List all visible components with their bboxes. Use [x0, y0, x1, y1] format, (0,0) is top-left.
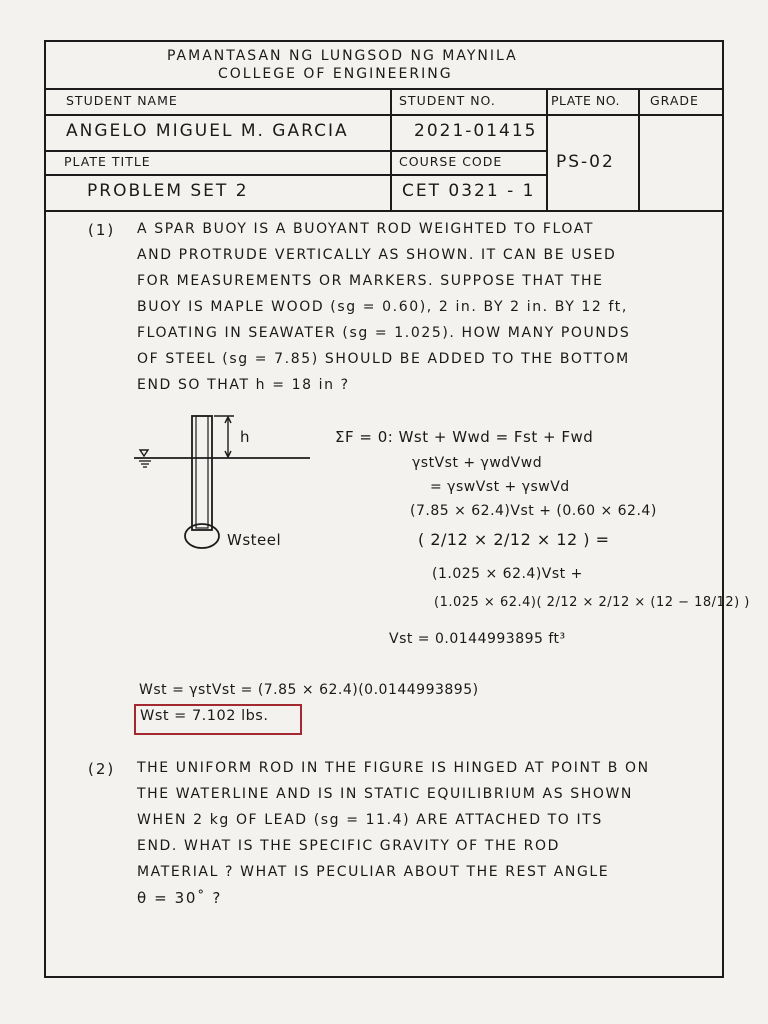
problem-2-text-line: END. WHAT IS THE SPECIFIC GRAVITY OF THE ROD	[137, 838, 560, 854]
solution-line: = γswVst + γswVd	[430, 479, 570, 495]
problem-2-text-line: θ = 30˚ ?	[137, 889, 222, 907]
steel-volume-result: Vst = 0.0144993895 ft³	[389, 631, 566, 647]
problem-1-number: (1)	[88, 221, 116, 239]
problem-2-text-line: THE WATERLINE AND IS IN STATIC EQUILIBRIUM AS SHOWN	[137, 786, 633, 802]
plate-title-value: PROBLEM SET 2	[87, 181, 249, 201]
grade-label: GRADE	[650, 93, 699, 108]
title-block-divider	[44, 174, 546, 176]
student-name-label: STUDENT NAME	[66, 93, 178, 108]
plate-no-value: PS-02	[556, 152, 615, 172]
plate-title-label: PLATE TITLE	[64, 154, 151, 169]
h-label: h	[240, 428, 251, 446]
problem-1-text-line: FOR MEASUREMENTS OR MARKERS. SUPPOSE THAT THE	[137, 273, 604, 289]
answer-text: Wst = 7.102 lbs.	[140, 708, 269, 724]
equilibrium-equation: ΣF = 0: Wst + Wwd = Fst + Fwd	[335, 428, 594, 446]
problem-1-text-line: BUOY IS MAPLE WOOD (sg = 0.60), 2 in. BY 2 in. BY 12 ft,	[137, 299, 628, 315]
title-block-divider	[390, 88, 392, 210]
h-dimension	[214, 416, 234, 457]
solution-line: (1.025 × 62.4)Vst +	[432, 566, 583, 582]
problem-2-number: (2)	[88, 760, 116, 778]
plate-no-label: PLATE NO.	[551, 93, 621, 108]
course-code-value: CET 0321 - 1	[402, 181, 536, 201]
student-name-value: ANGELO MIGUEL M. GARCIA	[66, 121, 349, 141]
problem-1-text-line: A SPAR BUOY IS A BUOYANT ROD WEIGHTED TO FLOAT	[137, 221, 595, 237]
problem-1-text-line: FLOATING IN SEAWATER (sg = 1.025). HOW MANY POUNDS	[137, 325, 631, 341]
college-name: COLLEGE OF ENGINEERING	[218, 66, 453, 82]
student-no-value: 2021-01415	[414, 121, 538, 141]
steel-weight-label: Wsteel	[227, 531, 282, 549]
course-code-label: COURSE CODE	[399, 154, 503, 169]
problem-2-text-line: WHEN 2 kg OF LEAD (sg = 11.4) ARE ATTACHED TO ITS	[137, 812, 603, 828]
steel-weight-equation: Wst = γstVst = (7.85 × 62.4)(0.0144993895)	[139, 682, 479, 698]
university-name: PAMANTASAN NG LUNGSOD NG MAYNILA	[167, 48, 518, 64]
problem-2-text-line: MATERIAL ? WHAT IS PECULIAR ABOUT THE REST ANGLE	[137, 864, 610, 880]
solution-line: (1.025 × 62.4)( 2/12 × 2/12 × (12 − 18/12) )	[434, 595, 750, 610]
problem-1-text-line: OF STEEL (sg = 7.85) SHOULD BE ADDED TO THE BOTTOM	[137, 351, 630, 367]
student-no-label: STUDENT NO.	[399, 93, 496, 108]
solution-line: γstVst + γwdVwd	[412, 455, 543, 471]
title-block-divider	[44, 88, 724, 90]
title-block-divider	[44, 210, 724, 212]
buoy-rod	[192, 416, 212, 530]
title-block-divider	[44, 150, 546, 152]
problem-2-text-line: THE UNIFORM ROD IN THE FIGURE IS HINGED AT POINT B ON	[137, 760, 650, 776]
solution-line: (7.85 × 62.4)Vst + (0.60 × 62.4)	[410, 503, 657, 519]
solution-line: ( 2/12 × 2/12 × 12 ) =	[418, 530, 610, 549]
title-block-divider	[44, 114, 724, 116]
title-block-divider	[638, 88, 640, 210]
problem-1-text-line: END SO THAT h = 18 in ?	[137, 377, 350, 393]
problem-1-text-line: AND PROTRUDE VERTICALLY AS SHOWN. IT CAN BE USED	[137, 247, 617, 263]
title-block-divider	[546, 88, 548, 210]
